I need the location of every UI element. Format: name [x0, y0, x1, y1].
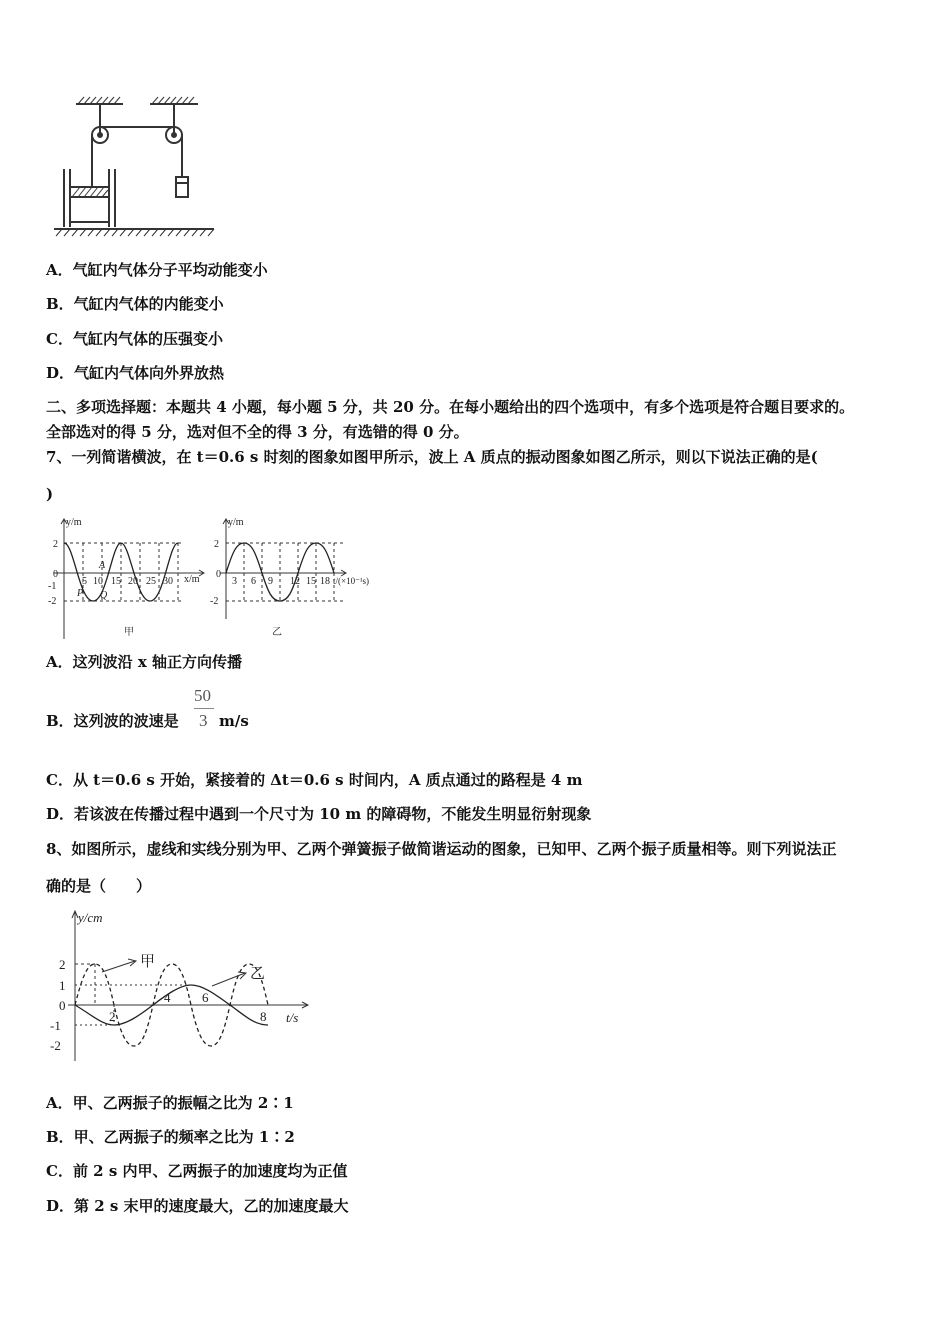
q7-right-xtick-12: 12 [290, 576, 300, 587]
q7-left-xtick-25: 25 [146, 576, 156, 587]
q7-right-xtick-3: 3 [232, 576, 237, 587]
q8-option-a[interactable]: A．甲、乙两振子的振幅之比为 2∶1 [46, 1094, 294, 1112]
section2-instructions-2: 全部选对的得 5 分，选对但不全的得 3 分，有选错的得 0 分。 [46, 423, 469, 441]
q8-label-yi: 乙 [250, 966, 266, 982]
q7-left-ytick-0: 0 [53, 569, 58, 580]
q8-xtick-6: 6 [202, 990, 209, 1005]
q7-right-x-label: t/(×10⁻¹s) [333, 576, 370, 586]
q8-ytick-0: 0 [59, 998, 66, 1013]
section2-instructions-1: 二、多项选择题：本题共 4 小题，每小题 5 分，共 20 分。在每小题给出的四个选项中，有多个选项是符合题目要求的。 [46, 398, 855, 416]
q7-left-xtick-10: 10 [93, 576, 103, 587]
q7-right-ytick-minus2: -2 [210, 596, 219, 607]
q6-option-d[interactable]: D．气缸内气体向外界放热 [46, 364, 225, 382]
q6-option-c[interactable]: C．气缸内气体的压强变小 [46, 330, 223, 348]
q8-stem-line2: 确的是（ ） [46, 877, 152, 895]
q7-left-xtick-20: 20 [128, 576, 138, 587]
q7-option-b-denominator: 3 [199, 711, 208, 730]
q7-stem-line2: ) [46, 485, 54, 503]
q7-right-xtick-9: 9 [268, 576, 273, 587]
q7-option-b-numerator: 50 [194, 686, 211, 705]
q8-stem-line1: 8、如图所示，虚线和实线分别为甲、乙两个弹簧振子做简谐运动的图象，已知甲、乙两个振子质量相等。则下列说法正 [46, 840, 837, 858]
q7-right-caption: 乙 [272, 627, 282, 638]
q7-option-c[interactable]: C．从 t＝0.6 s 开始，紧接着的 Δt＝0.6 s 时间内，A 质点通过的路程是 4 m [46, 771, 583, 789]
q7-left-caption: 甲 [124, 627, 134, 638]
q7-point-a: A [99, 560, 106, 571]
q7-option-b[interactable] [46, 711, 179, 731]
q7-left-xtick-5: 5 [82, 576, 87, 587]
q7-option-b-prefix: B．这列波的波速是 [46, 712, 179, 730]
q7-wave-graph [44, 514, 214, 644]
q8-label-jia: 甲 [140, 954, 156, 970]
q8-y-label: y/cm [78, 910, 103, 925]
q7-option-d[interactable]: D．若该波在传播过程中遇到一个尺寸为 10 m 的障碍物，不能发生明显衍射现象 [46, 805, 592, 823]
q8-ytick-1: 1 [59, 978, 66, 993]
q7-point-q: Q [100, 590, 108, 601]
q7-left-ytick-minus2: -2 [48, 596, 57, 607]
q7-option-b-unit: m/s [219, 712, 249, 730]
q7-vibration-graph [206, 514, 396, 644]
q6-option-b[interactable]: B．气缸内气体的内能变小 [46, 295, 224, 313]
q7-right-xtick-6: 6 [251, 576, 256, 587]
q7-left-ytick-2: 2 [53, 539, 58, 550]
q8-x-label: t/s [286, 1010, 299, 1025]
q7-left-xtick-15: 15 [111, 576, 121, 587]
q7-point-p: P [77, 588, 84, 599]
q8-option-c[interactable]: C．前 2 s 内甲、乙两振子的加速度均为正值 [46, 1162, 348, 1180]
q8-ytick-minus2: -2 [50, 1038, 61, 1053]
q7-right-ytick-0: 0 [216, 569, 221, 580]
q8-ytick-minus1: -1 [50, 1018, 61, 1033]
q6-option-a[interactable]: A．气缸内气体分子平均动能变小 [46, 261, 268, 279]
q7-left-ytick-minus1: -1 [48, 581, 57, 592]
q7-right-xtick-15: 15 [306, 576, 316, 587]
q8-option-d[interactable]: D．第 2 s 末甲的速度最大，乙的加速度最大 [46, 1197, 349, 1215]
q8-xtick-8: 8 [260, 1009, 267, 1024]
q8-oscillation-graph [40, 906, 320, 1066]
q7-option-a[interactable]: A．这列波沿 x 轴正方向传播 [46, 653, 243, 671]
q8-xtick-2: 2 [109, 1009, 116, 1024]
q7-right-y-label: y/m [228, 517, 244, 528]
q8-xtick-4: 4 [164, 990, 171, 1005]
pulley-cylinder-figure [50, 95, 220, 245]
q7-left-y-label: y/m [66, 517, 82, 528]
q7-right-xtick-18: 18 [320, 576, 330, 587]
q8-ytick-2: 2 [59, 957, 66, 972]
q8-option-b[interactable]: B．甲、乙两振子的频率之比为 1∶2 [46, 1128, 295, 1146]
q7-left-x-label: x/m [184, 574, 200, 585]
q7-stem-line1: 7、一列简谐横波，在 t＝0.6 s 时刻的图象如图甲所示，波上 A 质点的振动图象如图乙所示，则以下说法正确的是( [46, 448, 818, 466]
q7-right-ytick-2: 2 [214, 539, 219, 550]
q7-left-xtick-30: 30 [163, 576, 173, 587]
fraction-bar [194, 708, 214, 709]
